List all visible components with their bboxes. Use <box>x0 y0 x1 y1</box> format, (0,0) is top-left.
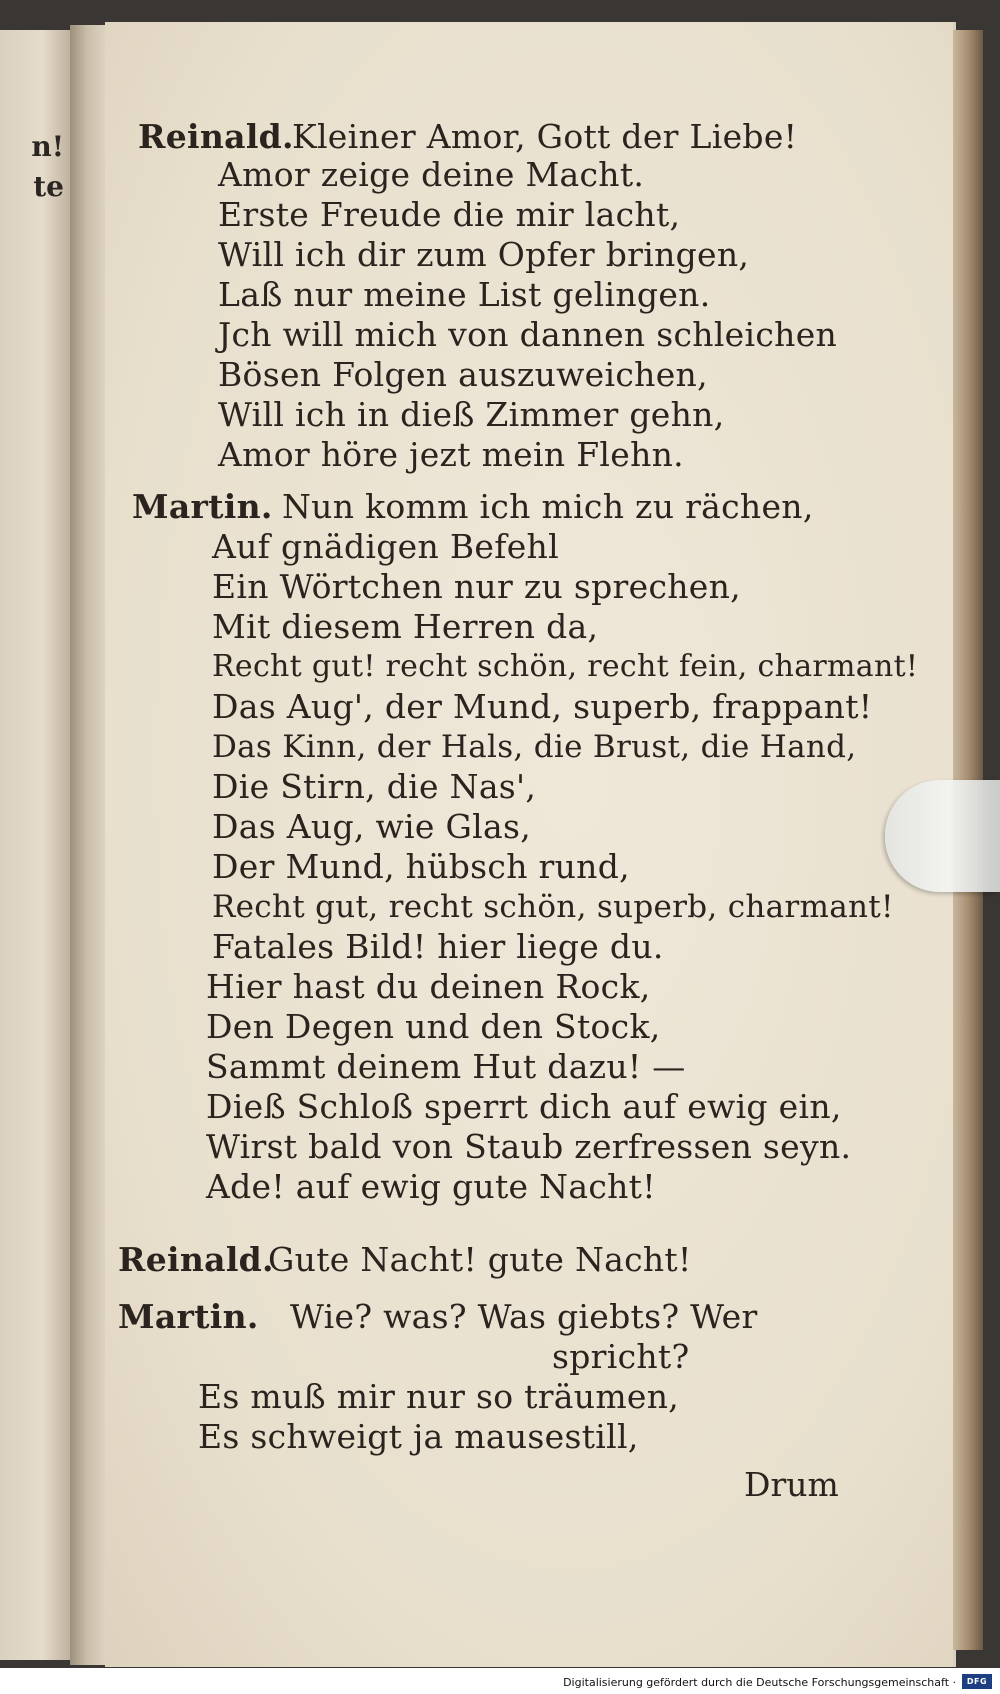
footer-bar <box>0 1668 1000 1694</box>
verse-line: Will ich in dieß Zimmer gehn, <box>218 395 725 434</box>
verse-line: Amor zeige deine Macht. <box>218 155 645 194</box>
verse-line: Nun komm ich mich zu rächen, <box>282 487 814 526</box>
verse-line: Das Aug', der Mund, superb, frappant! <box>212 687 873 726</box>
verse-line: Dieß Schloß sperrt dich auf ewig ein, <box>206 1087 842 1126</box>
verse-line: Ein Wörtchen nur zu sprechen, <box>212 567 741 606</box>
verse-line: Kleiner Amor, Gott der Liebe! <box>292 117 798 156</box>
verse-line: Laß nur meine List gelingen. <box>218 275 711 314</box>
verse-line: Mit diesem Herren da, <box>212 607 599 646</box>
verse-line: Das Aug, wie Glas, <box>212 807 531 846</box>
verse-line: Das Kinn, der Hals, die Brust, die Hand, <box>212 729 857 765</box>
speaker-name: Reinald. <box>118 1240 274 1279</box>
speaker-name: Martin. <box>118 1297 259 1336</box>
verse-line: Gute Nacht! gute Nacht! <box>268 1240 692 1279</box>
verse-line: Bösen Folgen auszuweichen, <box>218 355 708 394</box>
verse-line: Den Degen und den Stock, <box>206 1007 661 1046</box>
verse-line: Recht gut, recht schön, superb, charmant! <box>212 889 894 925</box>
verse-line: Es schweigt ja mausestill, <box>198 1417 639 1456</box>
verse-line: Es muß mir nur so träumen, <box>198 1377 680 1416</box>
verse-line: Der Mund, hübsch rund, <box>212 847 630 886</box>
verse-line: Wie? was? Was giebts? Wer <box>290 1297 758 1336</box>
verse-line: Ade! auf ewig gute Nacht! <box>206 1167 656 1206</box>
verse-line: Fatales Bild! hier liege du. <box>212 927 664 966</box>
dfg-logo-icon: DFG <box>962 1674 992 1689</box>
verse-line: Recht gut! recht schön, recht fein, charmant! <box>212 649 919 684</box>
verse-line: Jch will mich von dannen schleichen <box>218 315 838 354</box>
funding-credit: Digitalisierung gefördert durch die Deutsche Forschungsgemeinschaft · <box>563 1676 956 1689</box>
verse-line: Erste Freude die mir lacht, <box>218 195 681 234</box>
verse-line: Amor höre jezt mein Flehn. <box>218 435 684 474</box>
verse-line: Die Stirn, die Nas', <box>212 767 537 806</box>
verse-line: Wirst bald von Staub zerfressen seyn. <box>206 1127 852 1166</box>
verse-line: Sammt deinem Hut dazu! — <box>206 1047 686 1086</box>
catchword: Drum <box>744 1465 839 1504</box>
verse-line: Auf gnädigen Befehl <box>212 527 559 566</box>
verse-line: Hier hast du deinen Rock, <box>206 967 651 1006</box>
left-page-fragment: n! <box>31 130 64 163</box>
speaker-name: Reinald. <box>138 117 294 156</box>
speaker-name: Martin. <box>132 487 273 526</box>
left-page-fragment: te <box>33 170 64 203</box>
verse-line: spricht? <box>552 1337 690 1376</box>
verse-line: Will ich dir zum Opfer bringen, <box>218 235 750 274</box>
